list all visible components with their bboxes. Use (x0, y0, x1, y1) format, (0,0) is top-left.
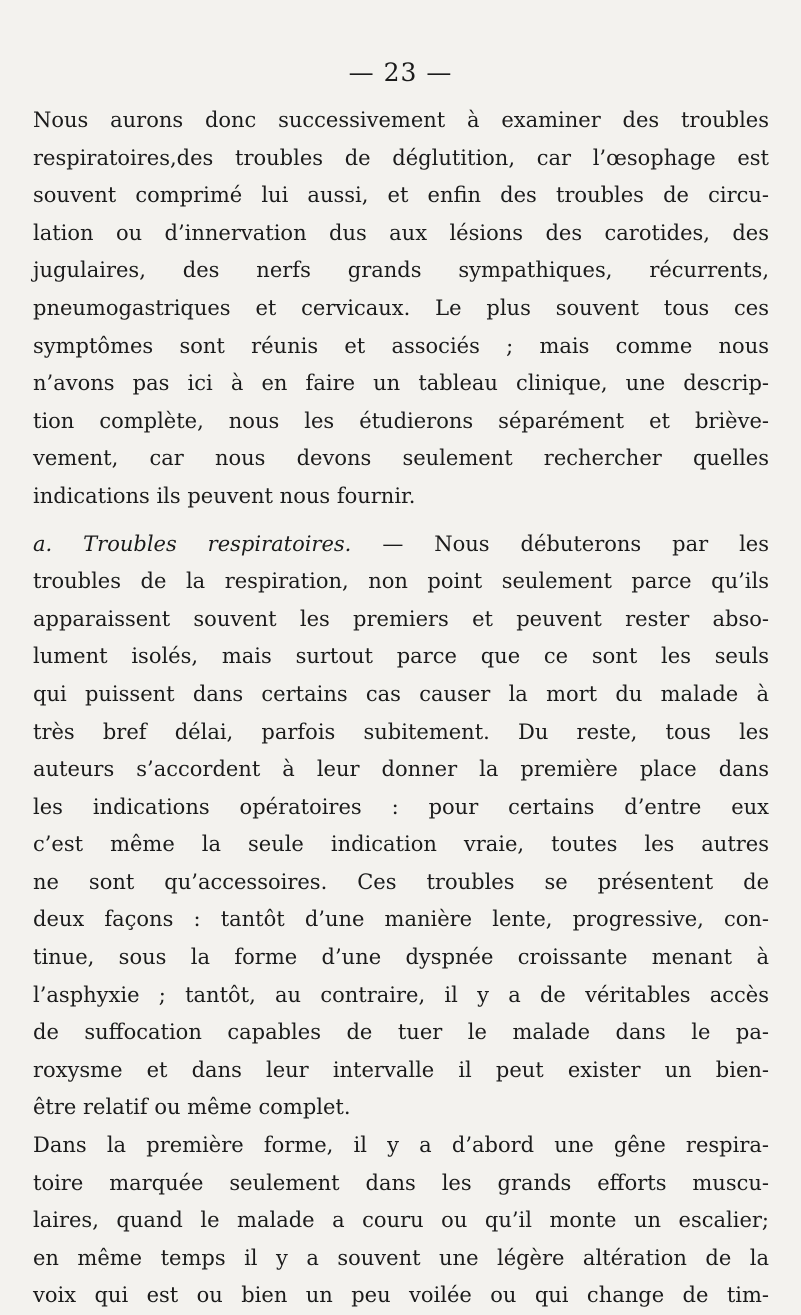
paragraph-3 (33, 1127, 769, 1315)
text-line: respiratoires,des troubles de déglutition, car l’œsophage est (33, 145, 769, 170)
text-line: lation ou d’innervation dus aux lésions des carotides, des (33, 220, 769, 245)
text-line: souvent comprimé lui aussi, et enfin des troubles de circu- (33, 183, 769, 208)
page-number: — 23 — (348, 58, 453, 87)
text-line: apparaissent souvent les premiers et peuvent rester abso- (33, 606, 769, 631)
text-line: deux façons : tantôt d’une manière lente, progressive, con- (33, 907, 769, 932)
text-line: vement, car nous devons seulement rechercher quelles (33, 446, 769, 471)
section-a-heading-line (33, 526, 769, 564)
text-line: Dans la première forme, il y a d’abord une gêne respira- (33, 1133, 769, 1158)
text-line: qui puissent dans certains cas causer la mort du malade à (33, 681, 769, 706)
section-a-respiratory-troubles (33, 526, 769, 1128)
text-line: indications ils peuvent nous fournir. (33, 483, 416, 508)
text-line: tion complète, nous les étudierons séparément et briève- (33, 408, 769, 433)
text-line: les indications opératoires : pour certains d’entre eux (33, 794, 769, 819)
section-title: Troubles respiratoires. (83, 531, 352, 556)
text-line: voix qui est ou bien un peu voilée ou qui change de tim- (33, 1283, 769, 1308)
text-line: n’avons pas ici à en faire un tableau clinique, une descrip- (33, 371, 769, 396)
text-line: ne sont qu’accessoires. Ces troubles se présentent de (33, 869, 769, 894)
section-label: a. (33, 531, 53, 556)
text-line: être relatif ou même complet. (33, 1095, 351, 1120)
text-line: tinue, sous la forme d’une dyspnée croissante menant à (33, 945, 769, 970)
text-line: de suffocation capables de tuer le malade dans le pa- (33, 1020, 769, 1045)
text-line: roxysme et dans leur intervalle il peut exister un bien- (33, 1057, 769, 1082)
text-line: auteurs s’accordent à leur donner la première place dans (33, 757, 769, 782)
text-line: toire marquée seulement dans les grands efforts muscu- (33, 1170, 769, 1195)
text-line: pneumogastriques et cervicaux. Le plus souvent tous ces (33, 295, 769, 320)
text-line: symptômes sont réunis et associés ; mais comme nous (33, 333, 769, 358)
text-line: lument isolés, mais surtout parce que ce sont les seuls (33, 644, 769, 669)
page-text (33, 102, 769, 1315)
text-line: c’est même la seule indication vraie, toutes les autres (33, 832, 769, 857)
text-line: Nous aurons donc successivement à examiner des troubles (33, 108, 769, 132)
paragraph-1 (33, 102, 769, 516)
section-first-line: — Nous débuterons par les (382, 531, 769, 556)
text-line: très bref délai, parfois subitement. Du reste, tous les (33, 719, 769, 744)
text-line: jugulaires, des nerfs grands sympathiques, récurrents, (33, 258, 769, 283)
text-line: en même temps il y a souvent une légère altération de la (33, 1245, 769, 1270)
text-line: l’asphyxie ; tantôt, au contraire, il y a de véritables accès (33, 982, 769, 1007)
text-line: laires, quand le malade a couru ou qu’il monte un escalier; (33, 1208, 769, 1233)
text-line: troubles de la respiration, non point seulement parce qu’ils (33, 569, 769, 594)
